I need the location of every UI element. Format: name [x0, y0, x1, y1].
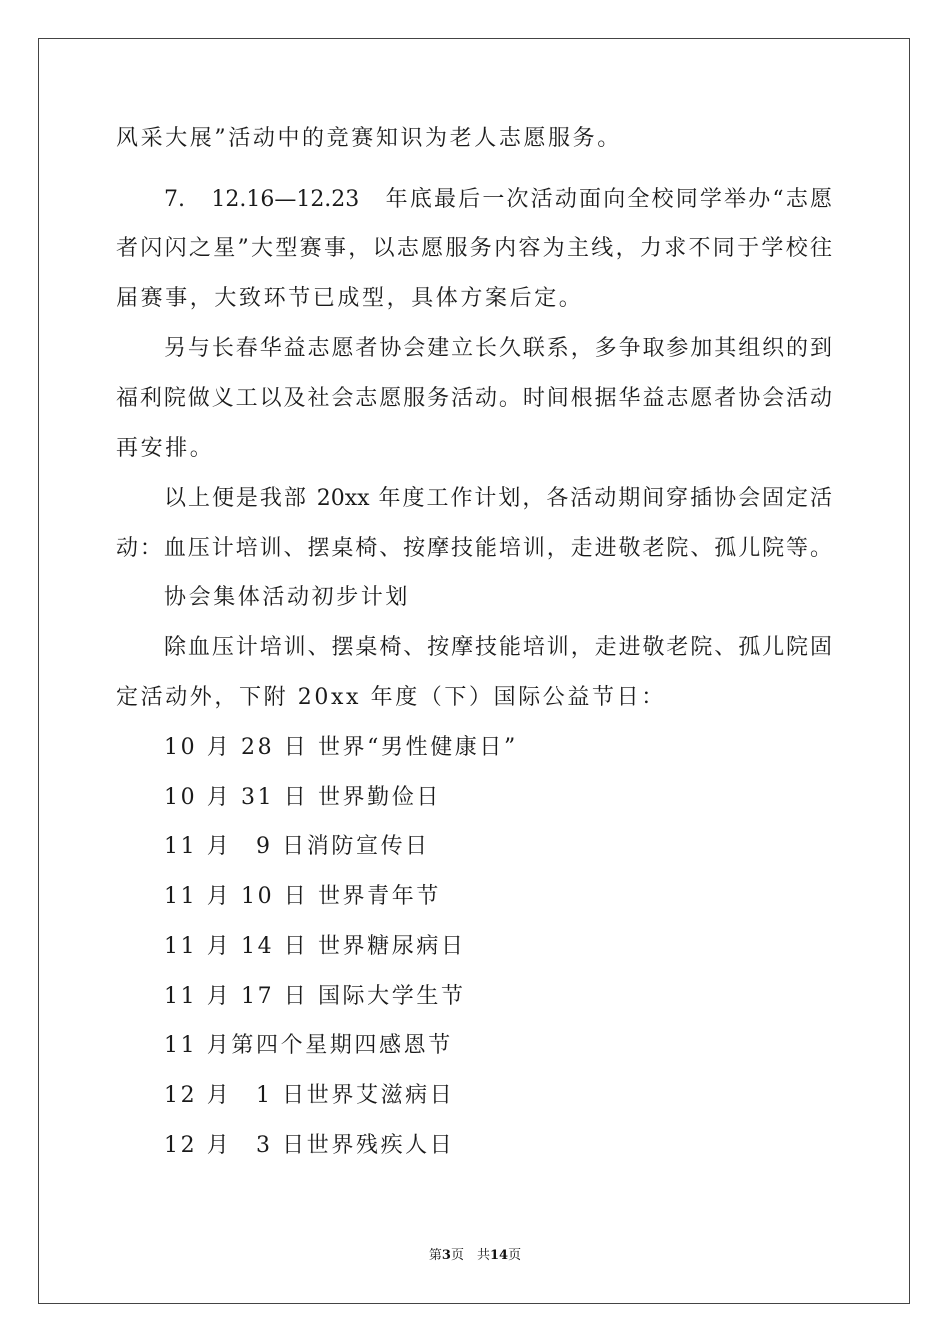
total-suffix: 页: [508, 1248, 522, 1263]
list-item: 10 月 28 日 世界“男性健康日”: [164, 735, 518, 760]
total-prefix: 共: [476, 1248, 490, 1263]
text-line: 以上便是我部 20xx 年度工作计划，各活动期间穿插协会固定活: [164, 486, 832, 511]
list-item: 11 月 9 日消防宣传日: [164, 834, 430, 859]
list-item: 11 月 14 日 世界糖尿病日: [164, 934, 466, 959]
list-item: 12 月 3 日世界残疾人日: [164, 1133, 455, 1158]
total-pages: 14: [489, 1248, 509, 1263]
list-item: 10 月 31 日 世界勤俭日: [164, 785, 441, 810]
page-footer: [0, 1247, 950, 1265]
text-line: 动：血压计培训、摆桌椅、按摩技能培训，走进敬老院、孤儿院等。: [116, 536, 832, 561]
list-item: 11 月 10 日 世界青年节: [164, 884, 441, 909]
text-line: 风采大展”活动中的竞赛知识为老人志愿服务。: [116, 126, 622, 151]
text-line: 另与长春华益志愿者协会建立长久联系，多争取参加其组织的到: [164, 336, 832, 361]
text-line: 届赛事，大致环节已成型，具体方案后定。: [116, 286, 584, 311]
text-line: 福利院做义工以及社会志愿服务活动。时间根据华益志愿者协会活动: [116, 386, 832, 411]
text-line: 者闪闪之星”大型赛事，以志愿服务内容为主线，力求不同于学校往: [116, 236, 832, 261]
page-prefix: 第: [428, 1248, 442, 1263]
page-suffix: 页: [450, 1248, 464, 1263]
list-item: 11 月 17 日 国际大学生节: [164, 984, 466, 1009]
text-line: 7. 12.16—12.23 年底最后一次活动面向全校同学举办“志愿: [164, 187, 832, 212]
text-line: 协会集体活动初步计划: [164, 585, 411, 610]
text-line: 定活动外，下附 20xx 年度（下）国际公益节日：: [116, 685, 666, 710]
text-line: 除血压计培训、摆桌椅、按摩技能培训，走进敬老院、孤儿院固: [164, 635, 832, 660]
text-line: 再安排。: [116, 436, 215, 461]
page-border: [38, 38, 910, 1304]
list-item: 12 月 1 日世界艾滋病日: [164, 1083, 455, 1108]
list-item: 11 月第四个星期四感恩节: [164, 1033, 453, 1058]
page-number: 3: [441, 1248, 451, 1263]
